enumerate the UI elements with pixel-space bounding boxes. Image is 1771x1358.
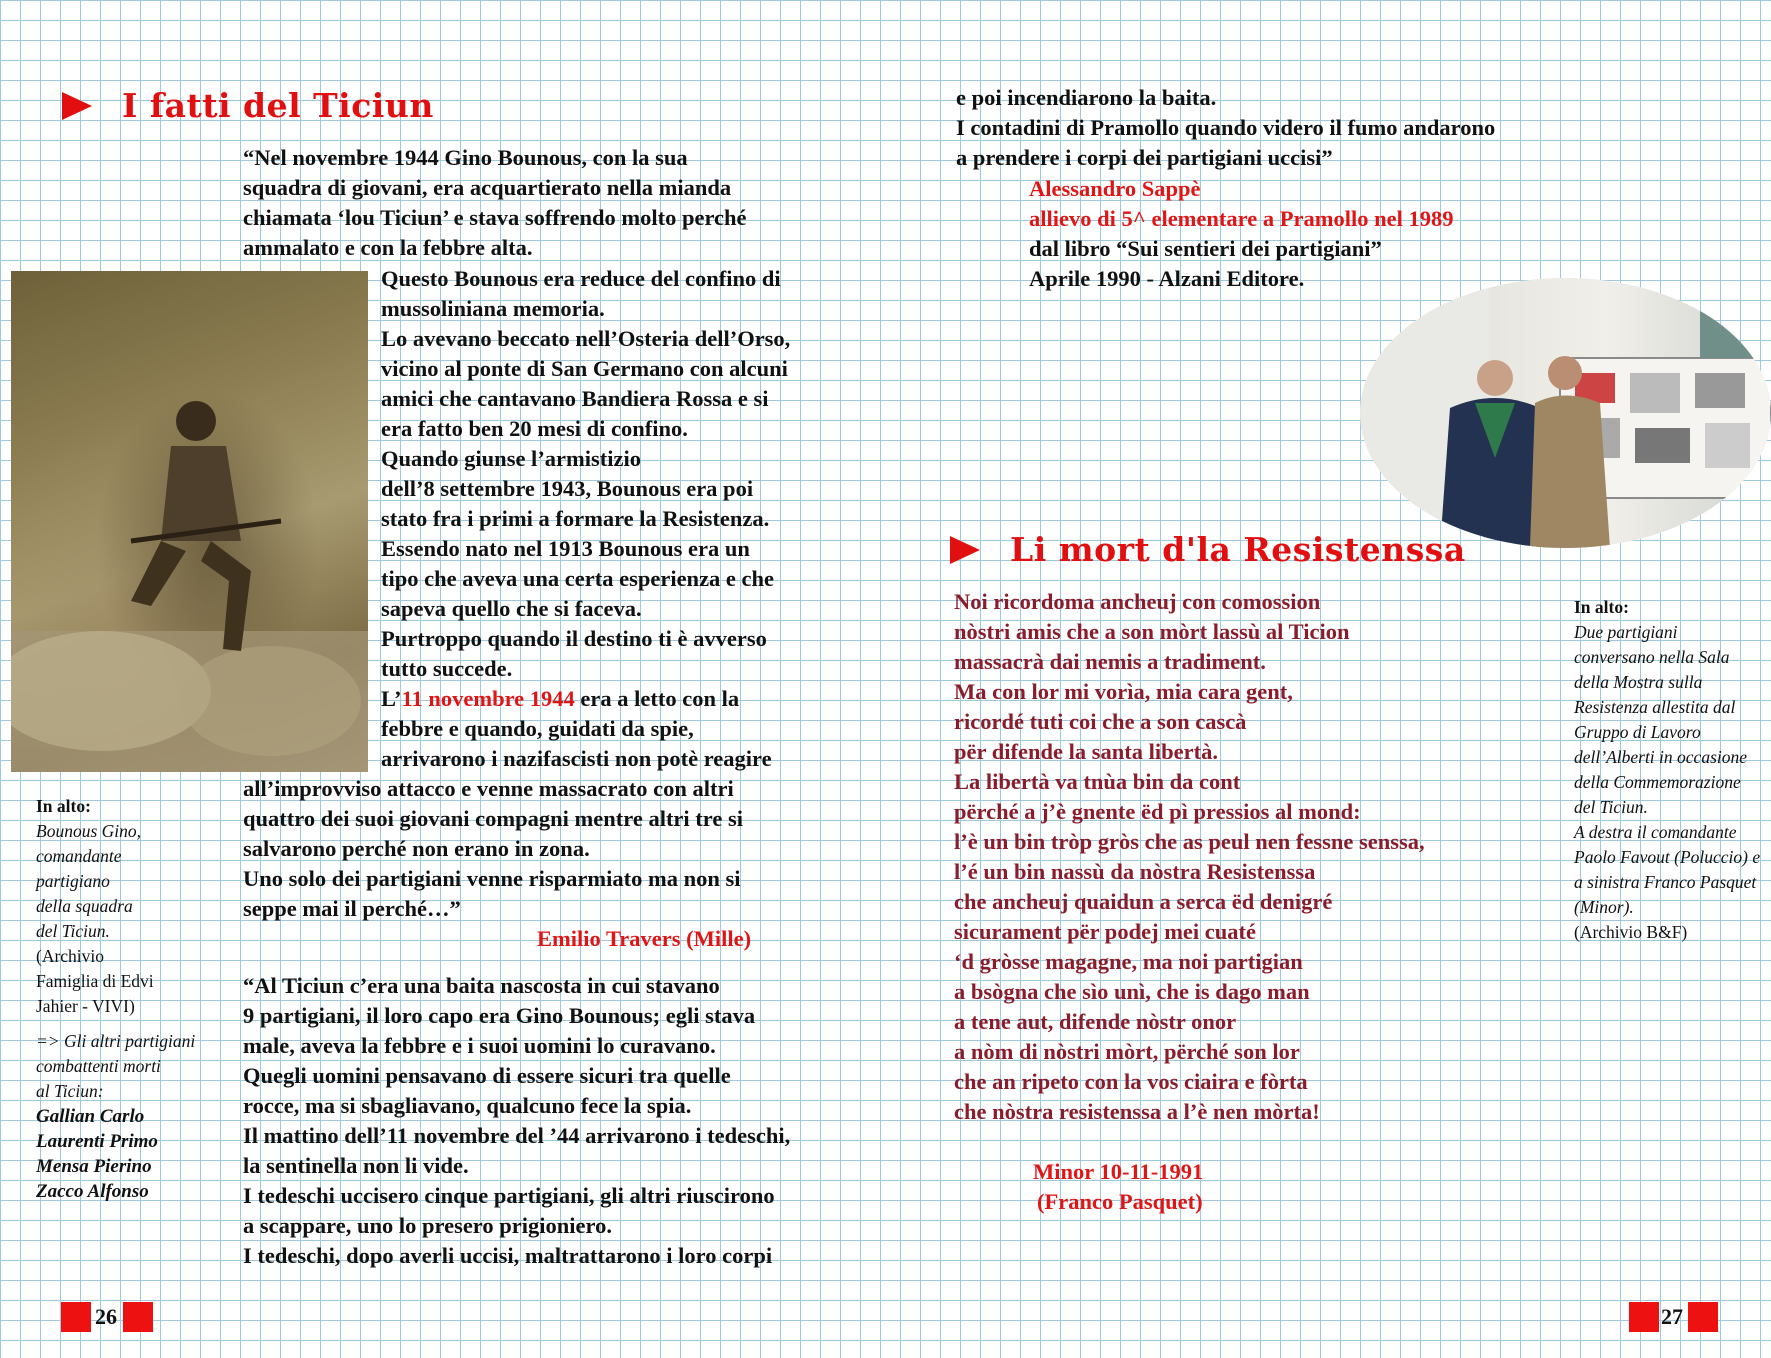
text-line: Quando giunse l’armistizio (381, 446, 642, 471)
caption-line: del Ticiun. (1574, 797, 1648, 817)
caption-line: Paolo Favout (Poluccio) e (1574, 847, 1761, 867)
story1-date-line (381, 684, 739, 714)
source-book: dal libro “Sui sentieri dei partigiani” (1029, 236, 1382, 261)
caption-line: Gruppo di Lavoro (1574, 722, 1701, 742)
caption-line: A destra il comandante (1574, 822, 1737, 842)
text-line: vicino al ponte di San Germano con alcuni (381, 356, 788, 381)
text-line: rocce, ma si sbagliavano, qualcuno fece la spia. (243, 1093, 692, 1118)
text-line: amici che cantavano Bandiera Rossa e si (381, 386, 769, 411)
caption-line: della squadra (36, 896, 133, 916)
left-caption-arrow (36, 1029, 195, 1104)
title-arrow-icon-right (950, 536, 980, 564)
poem (954, 587, 1425, 1127)
story1-side (381, 264, 790, 684)
caption-line: combattenti morti (36, 1056, 161, 1076)
poem-line: a tene aut, difende nòstr onor (954, 1009, 1237, 1034)
page-number-marker-left (61, 1302, 91, 1332)
page-title-left: I fatti del Ticiun (122, 86, 434, 125)
story2 (243, 971, 790, 1271)
poem-line: Ma con lor mi vorìa, mia cara gent, (954, 679, 1293, 704)
poem-line: a bsògna che sìo unì, che is dago man (954, 979, 1310, 1004)
poem-line: a nòm di nòstri mòrt, përché son lor (954, 1039, 1300, 1064)
title-arrow-icon (62, 92, 92, 120)
caption-line: comandante (36, 846, 122, 866)
poem-line: Noi ricordoma ancheuj con comossion (954, 589, 1321, 614)
poem-author: (Franco Pasquet) (1037, 1189, 1203, 1214)
left-caption-plain (36, 944, 195, 1019)
text-line: all’improvviso attacco e venne massacrato con altri (243, 776, 734, 801)
right-caption (1574, 595, 1760, 945)
poem-line: l’é un bin nassù da nòstra Resistenssa (954, 859, 1316, 884)
author-role: allievo di 5^ elementare a Pramollo nel 1989 (1029, 206, 1454, 231)
left-caption-head: In alto: (36, 796, 91, 816)
poem-line: che nòstra resistenssa a l’è nen mòrta! (954, 1099, 1320, 1124)
text-line: seppe mai il perché…” (243, 896, 461, 921)
author-name: Alessandro Sappè (1029, 176, 1201, 201)
text-line: mussoliniana memoria. (381, 296, 605, 321)
text-line: I tedeschi, dopo averli uccisi, maltrattarono i loro corpi (243, 1243, 773, 1268)
left-caption (36, 794, 195, 1204)
text-line: a prendere i corpi dei partigiani uccisi” (956, 145, 1333, 170)
page-number-marker-right-2 (1688, 1302, 1718, 1332)
poem-line: nòstri amis che a son mòrt lassù al Ticion (954, 619, 1350, 644)
poem-signature: Minor 10-11-1991 (1033, 1159, 1204, 1184)
caption-line: della Commemorazione (1574, 772, 1741, 792)
story1-author: Emilio Travers (Mille) (537, 926, 752, 951)
caption-name: Mensa Pierino (36, 1156, 152, 1177)
text-line: tutto succede. (381, 656, 513, 681)
page-title-right: Li mort d'la Resistenssa (1010, 530, 1466, 569)
text-line: Il mattino dell’11 novembre del ’44 arrivarono i tedeschi, (243, 1123, 791, 1148)
caption-line: dell’Alberti in occasione (1574, 747, 1748, 767)
text-line: I tedeschi uccisero cinque partigiani, gli altri riuscirono (243, 1183, 775, 1208)
left-caption-names (36, 1104, 195, 1204)
text-line: quattro dei suoi giovani compagni mentre altri tre si (243, 806, 743, 831)
text-line: “Al Ticiun c’era una baita nascosta in cui stavano (243, 973, 720, 998)
caption-name: Zacco Alfonso (36, 1181, 149, 1202)
exhibition-scene-icon (1360, 278, 1771, 548)
text-line: dell’8 settembre 1943, Bounous era poi (381, 476, 754, 501)
caption-line: Due partigiani (1574, 622, 1678, 642)
text-line: febbre e quando, guidati da spie, (381, 716, 694, 741)
text-line: Essendo nato nel 1913 Bounous era un (381, 536, 750, 561)
poem-line: che an ripeto con la vos ciaira e fòrta (954, 1069, 1308, 1094)
source-publisher: Aprile 1990 - Alzani Editore. (1029, 266, 1305, 291)
text-line: Questo Bounous era reduce del confino di (381, 266, 781, 291)
text-line: Quegli uomini pensavano di essere sicuri tra quelle (243, 1063, 731, 1088)
text-line: arrivarono i nazifascisti non potè reagire (381, 746, 772, 771)
poem-line: che ancheuj quaidun a serca ëd denigré (954, 889, 1333, 914)
text-line: la sentinella non li vide. (243, 1153, 469, 1178)
caption-line: Bounous Gino, (36, 821, 141, 841)
text-line: “Nel novembre 1944 Gino Bounous, con la sua (243, 145, 688, 170)
right-caption-head: In alto: (1574, 597, 1629, 617)
page-number-left: 26 (95, 1304, 117, 1329)
caption-line: a sinistra Franco Pasquet (1574, 872, 1757, 892)
text-line: chiamata ‘lou Ticiun’ e stava soffrendo molto perché (243, 205, 747, 230)
caption-line: partigiano (36, 871, 110, 891)
text-line: Purtroppo quando il destino ti è avverso (381, 626, 767, 651)
text-line: ammalato e con la febbre alta. (243, 235, 533, 260)
text-line: Uno solo dei partigiani venne risparmiato ma non si (243, 866, 741, 891)
poem-line: për difende la santa libertà. (954, 739, 1218, 764)
story1-side2 (381, 714, 772, 774)
text-line: era fatto ben 20 mesi di confino. (381, 416, 688, 441)
caption-line: del Ticiun. (36, 921, 110, 941)
page-number-marker-right (1629, 1302, 1659, 1332)
caption-line: Resistenza allestita dal (1574, 697, 1736, 717)
text-line: stato fra i primi a formare la Resistenza. (381, 506, 770, 531)
text-line: male, aveva la febbre e i suoi uomini lo curavano. (243, 1033, 716, 1058)
caption-line: (Archivio (36, 946, 105, 966)
caption-line: (Archivio B&F) (1574, 922, 1688, 942)
date-line-prefix: L’ (381, 686, 402, 711)
text-line: squadra di giovani, era acquartierato nella mianda (243, 175, 732, 200)
poem-line: massacrà dai nemis a tradiment. (954, 649, 1266, 674)
poem-line: ‘d gròsse magagne, ma noi partigian (954, 949, 1303, 974)
story1-end (243, 774, 743, 924)
text-line: salvarono perché non erano in zona. (243, 836, 590, 861)
text-line: I contadini di Pramollo quando videro il fumo andarono (956, 115, 1496, 140)
caption-line: Famiglia di Edvi (36, 971, 154, 991)
page-number-marker-left-2 (123, 1302, 153, 1332)
text-line: e poi incendiarono la baita. (956, 85, 1217, 110)
caption-line: al Ticiun: (36, 1081, 104, 1101)
caption-line: conversano nella Sala (1574, 647, 1730, 667)
text-line: Lo avevano beccato nell’Osteria dell’Orso, (381, 326, 791, 351)
text-line: tipo che aveva una certa esperienza e che (381, 566, 775, 591)
caption-line: Jahier - VIVI) (36, 996, 135, 1016)
poem-line: La libertà va tnùa bin da cont (954, 769, 1241, 794)
right-caption-italic (1574, 620, 1760, 920)
poem-line: ricordé tuti coi che a son cascà (954, 709, 1247, 734)
partisan-figure-icon (11, 271, 368, 772)
highlight-date: 11 novembre 1944 (401, 686, 575, 711)
page-number-right: 27 (1661, 1304, 1683, 1329)
poem-line: sicurament për podej mei cuaté (954, 919, 1257, 944)
exhibition-photo (1360, 278, 1771, 548)
story1-intro (243, 143, 747, 263)
poem-line: l’è un bin tròp gròs che as peul nen fessne senssa, (954, 829, 1425, 854)
right-caption-plain (1574, 920, 1760, 945)
caption-line: (Minor). (1574, 897, 1634, 917)
caption-line: della Mostra sulla (1574, 672, 1703, 692)
text-line: 9 partigiani, il loro capo era Gino Bounous; egli stava (243, 1003, 756, 1028)
text-line: a scappare, uno lo presero prigioniero. (243, 1213, 612, 1238)
caption-line: => Gli altri partigiani (36, 1031, 196, 1051)
partisan-photo (11, 271, 368, 772)
caption-name: Gallian Carlo (36, 1106, 145, 1127)
left-caption-italic (36, 819, 195, 944)
story2-continued (956, 83, 1495, 173)
poem-line: përché a j’è gnente ëd pì pressios al mond: (954, 799, 1361, 824)
text-line: sapeva quello che si faceva. (381, 596, 642, 621)
story2-source (1029, 174, 1453, 294)
date-line-suffix: era a letto con la (574, 686, 740, 711)
caption-name: Laurenti Primo (36, 1131, 158, 1152)
